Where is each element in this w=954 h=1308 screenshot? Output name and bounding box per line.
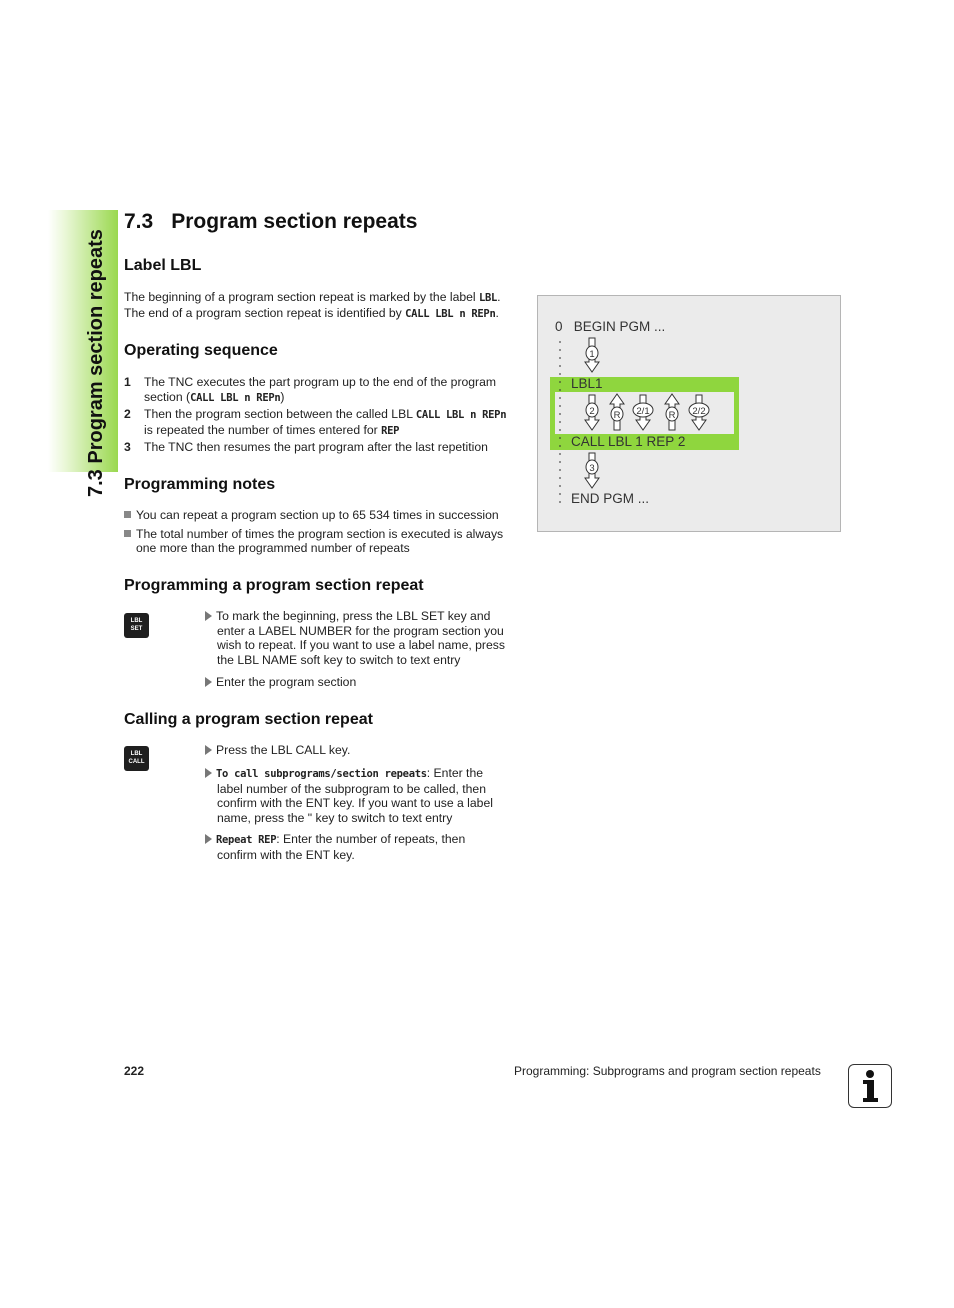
text: the LBL NAME soft key to switch to text entry xyxy=(217,652,461,667)
text: : Enter the xyxy=(426,766,483,780)
calling-repeat-heading: Calling a program section repeat xyxy=(124,711,373,728)
text: : Enter the number of repeats, then xyxy=(276,832,466,846)
calling-repeat-steps xyxy=(0,743,530,868)
marker-label: R xyxy=(613,410,621,421)
list-number: 3 xyxy=(124,440,131,454)
step-item xyxy=(205,743,525,758)
text: label number of the subprogram to be called, then xyxy=(217,781,486,796)
list-item xyxy=(124,527,534,556)
section-number: 7.3 xyxy=(124,210,154,233)
operating-sequence-list xyxy=(0,375,530,465)
programming-notes-list xyxy=(124,508,534,556)
marker-label: 2/2 xyxy=(692,406,706,417)
text: Then the program section between the called LBL xyxy=(144,407,416,421)
bullet-icon xyxy=(124,530,131,537)
text: is repeated the number of times entered for xyxy=(144,422,382,437)
text: The end of a program section repeat is identified by xyxy=(124,305,406,320)
list-item: The TNC then resumes the part program after the last repetition xyxy=(144,440,488,454)
section-heading xyxy=(124,210,417,234)
code: LBL xyxy=(479,292,498,304)
key-label: CALL xyxy=(128,759,145,765)
text: . xyxy=(495,305,499,320)
text: . xyxy=(497,290,501,304)
text: The beginning of a program section repeat is marked by the label xyxy=(124,290,479,304)
key-label: LBL xyxy=(130,751,143,757)
label-lbl-text xyxy=(124,290,524,321)
text: The total number of times the program section is executed is always xyxy=(136,526,504,541)
text: one more than the programmed number of repeats xyxy=(136,541,410,556)
operating-sequence-heading: Operating sequence xyxy=(124,342,278,359)
text: You can repeat a program section up to 65 534 times in succession xyxy=(136,508,499,522)
arrow-icon xyxy=(205,677,212,687)
list-item xyxy=(124,508,534,523)
code: CALL LBL n REPn xyxy=(405,307,496,320)
step-item xyxy=(205,766,525,825)
lbl-line: LBL1 xyxy=(571,376,603,391)
arrow-icon xyxy=(205,611,212,621)
code: To call subprograms/section repeats xyxy=(216,768,427,780)
code: REP xyxy=(381,424,400,437)
program-flow-diagram xyxy=(537,295,841,532)
list-item xyxy=(144,407,524,438)
call-lbl-line: CALL LBL 1 REP 2 xyxy=(571,434,686,449)
text: The TNC executes the part program up to the end of the program xyxy=(144,375,497,389)
page-number: 222 xyxy=(124,1064,145,1078)
key-label: LBL xyxy=(130,618,143,624)
section-title: Program section repeats xyxy=(171,210,418,233)
programming-notes-heading: Programming notes xyxy=(124,476,276,493)
text: Enter the program section xyxy=(216,675,357,689)
text: enter a LABEL NUMBER for the program section you xyxy=(217,623,504,638)
text: ) xyxy=(280,389,285,404)
bullet-icon xyxy=(124,511,131,518)
arrow-icon xyxy=(205,834,212,844)
text: confirm with the ENT key. xyxy=(217,847,355,862)
text: wish to repeat. If you want to use a label name, press xyxy=(217,638,505,653)
marker-label: R xyxy=(668,410,676,421)
marker-label: 2/1 xyxy=(636,406,650,417)
list-number: 2 xyxy=(124,407,131,421)
text: section ( xyxy=(144,389,191,404)
code: CALL LBL n REPn xyxy=(415,409,507,421)
begin-pgm-line: 0 BEGIN PGM ... xyxy=(555,319,666,334)
info-i-icon xyxy=(848,1064,892,1108)
label-lbl-heading: Label LBL xyxy=(124,257,202,274)
footer-title: Programming: Subprograms and program section repeats xyxy=(514,1064,821,1078)
text: name, press the " key to switch to text entry xyxy=(217,810,453,825)
text: Press the LBL CALL key. xyxy=(216,743,351,757)
list-number: 1 xyxy=(124,375,131,389)
step-item xyxy=(205,675,525,690)
code: Repeat REP xyxy=(216,834,277,846)
step-item xyxy=(205,832,525,862)
text: To mark the beginning, press the LBL SET key and xyxy=(216,609,491,623)
code: CALL LBL n REPn xyxy=(190,391,281,404)
key-label: SET xyxy=(130,626,143,632)
side-tab-label: 7.3 Program section repeats xyxy=(85,229,107,497)
arrow-icon xyxy=(205,768,212,778)
marker-label: 3 xyxy=(589,463,595,474)
marker-label: 1 xyxy=(589,349,595,360)
text: confirm with the ENT key. If you want to use a label xyxy=(217,796,493,811)
programming-repeat-steps xyxy=(0,609,530,699)
programming-repeat-heading: Programming a program section repeat xyxy=(124,577,424,594)
info-i-glyph xyxy=(849,1065,891,1107)
step-item xyxy=(205,609,525,667)
marker-label: 2 xyxy=(589,406,595,417)
list-item xyxy=(144,375,524,405)
end-pgm-line: END PGM ... xyxy=(571,491,650,506)
arrow-icon xyxy=(205,745,212,755)
